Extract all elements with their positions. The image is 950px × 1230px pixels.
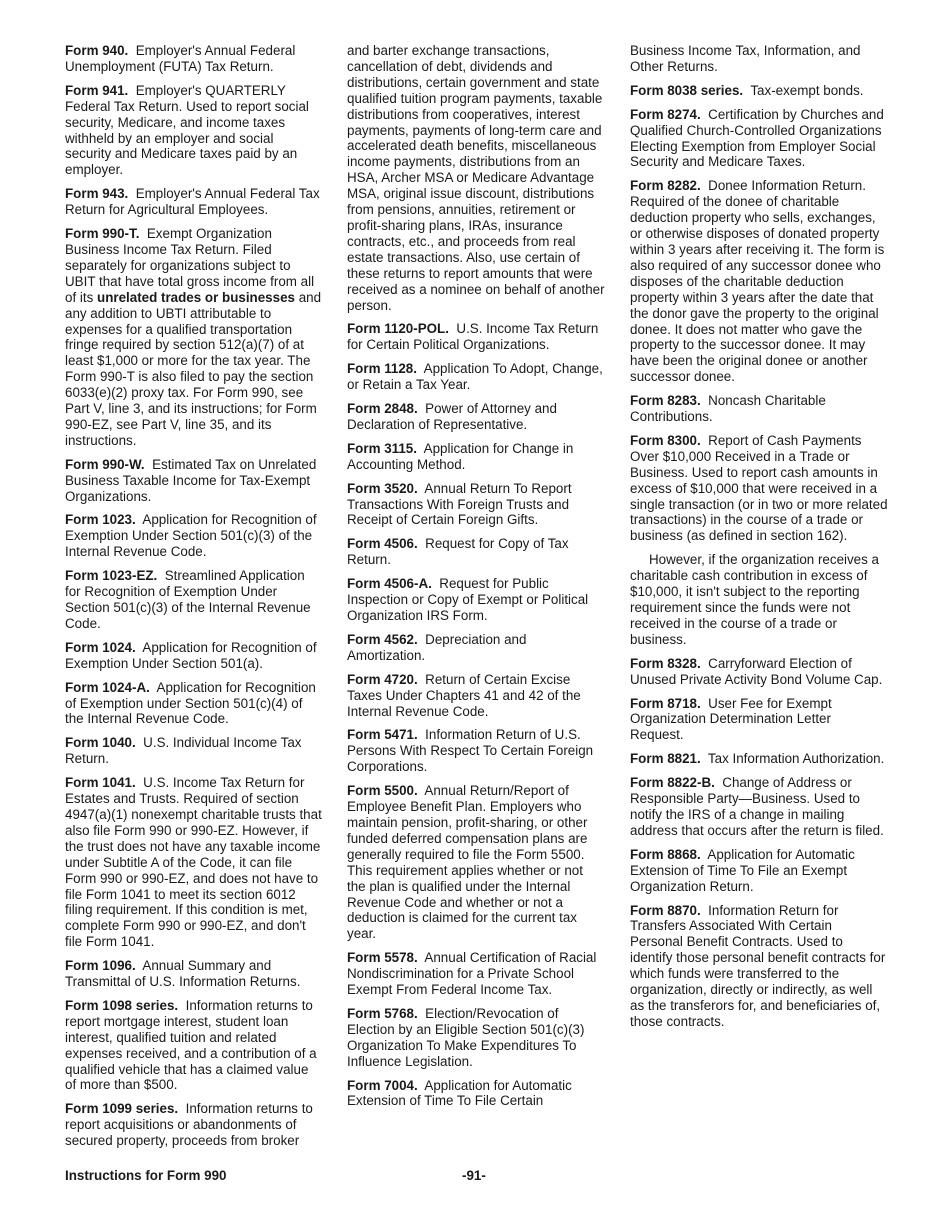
form-code: Form 1096.	[65, 958, 136, 974]
form-entry	[630, 433, 888, 544]
form-entry	[347, 1006, 605, 1070]
form-code: Form 941.	[65, 82, 129, 98]
form-description: Information Return for Transfers Associated With Certain Personal Benefit Contracts. Used to identify those personal benefit contracts for which funds were transferred to the organization, directly or indirectly, as well as the transferors for, and beneficiaries of, those contracts.	[630, 902, 886, 1029]
form-code: Form 2848.	[347, 401, 418, 417]
form-description: Information Return of U.S. Persons With Respect To Certain Foreign Corporations.	[347, 727, 594, 775]
form-entry	[630, 751, 888, 767]
form-entry	[65, 998, 323, 1093]
form-code: Form 5578.	[347, 950, 418, 966]
form-description: User Fee for Exempt Organization Determination Letter Request.	[630, 695, 832, 743]
form-entry	[347, 632, 605, 664]
form-description: and barter exchange transactions, cancellation of debt, dividends and distributions, certain government and state qualified tuition program payments, taxable distributions from cooperatives, interest payments, payments of long-term care and accelerated death benefits, miscellaneous income payments, distributions from an HSA, Archer MSA or Medicare Advantage MSA, original issue discount, distributions from pensions, annuities, retirement or profit-sharing plans, IRAs, insurance contracts, etc., and proceeds from real estate transactions. Also, use certain of these returns to report amounts that were received as a nominee on behalf of another person.	[347, 43, 605, 313]
form-entry	[347, 321, 605, 353]
form-entry	[65, 735, 323, 767]
form-entry	[347, 576, 605, 624]
form-code: Form 8868.	[630, 846, 701, 862]
form-entry	[630, 775, 888, 839]
form-code: Form 1099 series.	[65, 1101, 179, 1117]
form-description: Application for Automatic Extension of Time To File Certain	[347, 1077, 572, 1109]
form-code: Form 1024-A.	[65, 679, 150, 695]
form-code: Form 8282.	[630, 178, 701, 194]
form-entry	[347, 441, 605, 473]
form-code: Form 8822-B.	[630, 775, 715, 791]
form-code: Form 7004.	[347, 1077, 418, 1093]
form-description: Business Income Tax, Information, and Other Returns.	[630, 43, 861, 74]
form-description: Employer's Annual Federal Unemployment (FUTA) Tax Return.	[65, 43, 296, 74]
form-description: Annual Return/Report of Employee Benefit Plan. Employers who maintain pension, profit-sharing, or other funded deferred compensation plans are generally required to file the Form 5500. This requirement applies whether or not the plan is qualified under the Internal Revenue Code and whether or not a deduction is claimed for the current tax year.	[347, 783, 588, 942]
form-entry	[630, 43, 888, 75]
form-description: Donee Information Return. Required of the donee of charitable deduction property who sells, exchanges, or otherwise disposes of donated property within 3 years after receiving it. The form is also required of any successor donee who disposes of the charitable deduction property within 3 years after the date that the donor gave the property to the original donee. It does not matter who gave the property to the successor donee. It may have been the original donee or another successor donee.	[630, 178, 885, 385]
form-description: Information returns to report mortgage interest, student loan interest, qualified tuition and related expenses received, and a contribution of a qualified vehicle that has a claimed value of more than $500.	[65, 997, 317, 1093]
form-description: Information returns to report acquisitions or abandonments of secured property, proceeds from broker	[65, 1101, 313, 1149]
form-description: U.S. Income Tax Return for Estates and Trusts. Required of section 4947(a)(1) nonexempt charitable trusts that also file Form 990 or 990-EZ. However, if the trust does not have any taxable income under Subtitle A of the Code, it can file Form 990 or 990-EZ, and does not have to file Form 1041 to meet its section 6012 filing requirement. If this condition is met, complete Form 990 or 990-EZ, and don't file Form 1041.	[65, 775, 322, 950]
form-code: Form 943.	[65, 186, 129, 202]
form-description-cont: and any addition to UBTI attributable to expenses for a qualified transportation fringe required by section 512(a)(7) of at least $1,000 or more for the tax year. The Form 990-T is also filed to pay the section 6033(e)(2) proxy tax. For Form 990, see Part V, line 3, and its instructions; for Form 990-EZ, see Part V, line 35, and its instructions.	[65, 289, 322, 448]
form-description: Election/Revocation of Election by an Eligible Section 501(c)(3) Organization To Make Expenditures To Influence Legislation.	[347, 1005, 585, 1069]
form-code: Form 5471.	[347, 727, 418, 743]
form-code: Form 1024.	[65, 639, 136, 655]
form-code: Form 1041.	[65, 775, 136, 791]
form-code: Form 4562.	[347, 631, 418, 647]
form-entry	[65, 83, 323, 178]
form-entry	[65, 226, 323, 449]
form-entry	[347, 1078, 605, 1110]
form-description: Application for Recognition of Exemption under Section 501(c)(4) of the Internal Revenue Code.	[65, 679, 316, 727]
form-description: Exempt Organization Business Income Tax Return. Filed separately for organizations subject to UBIT that have total gross income from all of its	[65, 226, 315, 305]
form-description: Annual Summary and Transmittal of U.S. Information Returns.	[65, 958, 301, 990]
form-entry	[630, 552, 888, 647]
form-entry	[347, 727, 605, 775]
form-code: Form 1128.	[347, 361, 417, 377]
form-description: Employer's QUARTERLY Federal Tax Return. Used to report social security, Medicare, and income taxes withheld by an employer and social security and Medicare taxes paid by an employer.	[65, 82, 309, 178]
footer-title: Instructions for Form 990	[65, 1168, 227, 1183]
form-entry	[65, 457, 323, 505]
form-entry	[347, 783, 605, 942]
form-code: Form 8821.	[630, 751, 701, 767]
form-description: Application for Recognition of Exemption Under Section 501(a).	[65, 639, 317, 671]
form-code: Form 1023.	[65, 512, 136, 528]
form-description: Employer's Annual Federal Tax Return for Agricultural Employees.	[65, 186, 320, 218]
form-description: Annual Return To Report Transactions With Foreign Trusts and Receipt of Certain Foreign Gifts.	[347, 480, 572, 528]
form-entry	[347, 401, 605, 433]
form-entry	[630, 83, 888, 99]
form-code: Form 4506.	[347, 536, 418, 552]
form-description: U.S. Individual Income Tax Return.	[65, 735, 302, 767]
form-code: Form 990-T.	[65, 226, 140, 242]
form-entry	[347, 43, 605, 313]
form-code: Form 8328.	[630, 655, 701, 671]
form-description: However, if the organization receives a charitable cash contribution in excess of $10,000, it isn't subject to the reporting requirement since the funds were not received in the course of a trade or business.	[630, 552, 879, 647]
column-3	[630, 43, 888, 1038]
form-entry	[65, 568, 323, 632]
form-code: Form 8038 series.	[630, 82, 744, 98]
form-description: U.S. Income Tax Return for Certain Political Organizations.	[347, 321, 599, 353]
form-description: Streamlined Application for Recognition of Exemption Under Section 501(c)(3) of the Internal Revenue Code.	[65, 568, 311, 631]
form-code: Form 5768.	[347, 1005, 418, 1021]
form-entry	[65, 186, 323, 218]
form-entry	[630, 847, 888, 895]
form-code: Form 1120-POL.	[347, 321, 449, 337]
form-code: Form 3115.	[347, 440, 417, 456]
form-description: Carryforward Election of Unused Private Activity Bond Volume Cap.	[630, 655, 883, 687]
form-entry	[347, 950, 605, 998]
form-code: Form 5500.	[347, 783, 418, 799]
form-description: Request for Public Inspection or Copy of Exempt or Political Organization IRS Form.	[347, 576, 589, 623]
column-1	[65, 43, 323, 1157]
form-code: Form 8274.	[630, 106, 701, 122]
form-description: Annual Certification of Racial Nondiscrimination for a Private School Exempt From Federal Income Tax.	[347, 950, 597, 998]
form-entry	[630, 393, 888, 425]
form-description: Application for Recognition of Exemption Under Section 501(c)(3) of the Internal Revenue Code.	[65, 512, 317, 560]
form-description: Return of Certain Excise Taxes Under Chapters 41 and 42 of the Internal Revenue Code.	[347, 671, 581, 719]
form-code: Form 4720.	[347, 671, 418, 687]
form-description: Application To Adopt, Change, or Retain a Tax Year.	[347, 361, 603, 393]
form-code: Form 4506-A.	[347, 576, 432, 592]
form-description: Change of Address or Responsible Party—Business. Used to notify the IRS of a change in mailing address that occurs after the return is filed.	[630, 775, 884, 838]
form-code: Form 8718.	[630, 695, 701, 711]
form-code: Form 3520.	[347, 480, 418, 496]
form-description: Application for Change in Accounting Method.	[347, 440, 574, 472]
form-entry	[347, 672, 605, 720]
form-description: Tax-exempt bonds.	[750, 82, 864, 98]
form-code: Form 940.	[65, 43, 129, 58]
form-entry	[630, 696, 888, 744]
column-2	[347, 43, 605, 1117]
emphasis-text: unrelated trades or businesses	[97, 289, 295, 305]
form-entry	[65, 43, 323, 75]
form-entry	[347, 481, 605, 529]
form-entry	[65, 1101, 323, 1149]
form-entry	[630, 903, 888, 1030]
form-entry	[630, 656, 888, 688]
form-entry	[65, 512, 323, 560]
form-entry	[65, 775, 323, 950]
form-code: Form 1040.	[65, 735, 136, 751]
form-description: Application for Automatic Extension of Time To File an Exempt Organization Return.	[630, 846, 855, 894]
form-description: Estimated Tax on Unrelated Business Taxable Income for Tax-Exempt Organizations.	[65, 456, 317, 504]
form-code: Form 1023-EZ.	[65, 568, 158, 584]
form-description: Certification by Churches and Qualified Church-Controlled Organizations Electing Exemption from Employer Social Security and Medicare Taxes.	[630, 106, 884, 170]
form-code: Form 990-W.	[65, 456, 145, 472]
form-description: Report of Cash Payments Over $10,000 Received in a Trade or Business. Used to report cash amounts in excess of $10,000 that were received in a single transaction (or in two or more related transactions) in the course of a trade or business (as defined in section 162).	[630, 432, 888, 544]
form-entry	[347, 536, 605, 568]
form-code: Form 8870.	[630, 902, 701, 918]
page-number: -91-	[462, 1168, 486, 1183]
form-description: Tax Information Authorization.	[707, 751, 885, 767]
form-code: Form 8283.	[630, 393, 701, 409]
form-entry	[65, 958, 323, 990]
form-entry	[630, 178, 888, 385]
form-description: Noncash Charitable Contributions.	[630, 393, 826, 425]
form-entry	[65, 680, 323, 728]
form-entry	[65, 640, 323, 672]
form-entry	[630, 107, 888, 171]
form-code: Form 8300.	[630, 432, 701, 448]
form-code: Form 1098 series.	[65, 997, 179, 1013]
form-description: Depreciation and Amortization.	[347, 631, 527, 663]
form-description: Request for Copy of Tax Return.	[347, 536, 569, 568]
form-entry	[347, 361, 605, 393]
form-description: Power of Attorney and Declaration of Representative.	[347, 401, 557, 432]
